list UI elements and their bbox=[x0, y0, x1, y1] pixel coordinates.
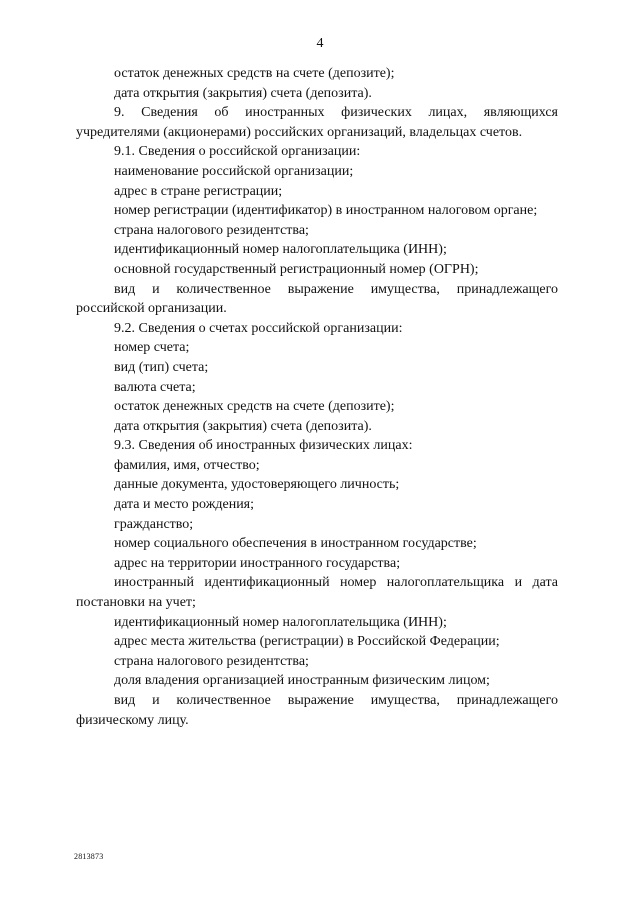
paragraph: наименование российской организации; bbox=[114, 163, 354, 179]
paragraph: адрес на территории иностранного государства; bbox=[114, 555, 401, 571]
paragraph: страна налогового резидентства; bbox=[114, 653, 309, 669]
paragraph: основной государственный регистрационный номер (ОГРН); bbox=[114, 261, 479, 277]
paragraph: фамилия, имя, отчество; bbox=[114, 457, 260, 473]
document-body bbox=[76, 64, 558, 730]
section-9-3-heading: 9.3. Сведения об иностранных физических лицах: bbox=[114, 438, 413, 454]
paragraph: дата открытия (закрытия) счета (депозита). bbox=[114, 418, 372, 434]
paragraph: идентификационный номер налогоплательщика (ИНН); bbox=[114, 242, 447, 258]
paragraph: данные документа, удостоверяющего личность; bbox=[114, 477, 400, 493]
paragraph: дата и место рождения; bbox=[114, 497, 255, 513]
paragraph: иностранный идентификационный номер налогоплательщика и дата постановки на учет; bbox=[76, 575, 558, 611]
paragraph: вид (тип) счета; bbox=[114, 359, 209, 375]
paragraph: доля владения организацией иностранным физическим лицом; bbox=[114, 673, 490, 689]
paragraph: номер регистрации (идентификатор) в иностранном налоговом органе; bbox=[114, 203, 538, 219]
paragraph: остаток денежных средств на счете (депозите); bbox=[114, 66, 395, 81]
paragraph: вид и количественное выражение имущества, принадлежащего физическому лицу. bbox=[76, 693, 558, 728]
paragraph: остаток денежных средств на счете (депозите); bbox=[114, 399, 395, 415]
document-code: 2813873 bbox=[74, 852, 104, 861]
paragraph: вид и количественное выражение имущества, принадлежащего российской организации. bbox=[76, 281, 558, 317]
paragraph: номер социального обеспечения в иностранном государстве; bbox=[114, 536, 477, 552]
paragraph: идентификационный номер налогоплательщика (ИНН); bbox=[114, 614, 447, 630]
paragraph: дата открытия (закрытия) счета (депозита). bbox=[114, 85, 372, 101]
section-9-2-heading: 9.2. Сведения о счетах российской организации: bbox=[114, 320, 403, 336]
section-9-1-heading: 9.1. Сведения о российской организации: bbox=[114, 144, 361, 160]
paragraph: адрес места жительства (регистрации) в Российской Федерации; bbox=[114, 634, 500, 650]
page-number: 4 bbox=[316, 36, 324, 51]
paragraph: страна налогового резидентства; bbox=[114, 222, 309, 238]
paragraph: адрес в стране регистрации; bbox=[114, 183, 283, 199]
paragraph: валюта счета; bbox=[114, 379, 196, 395]
section-9-heading: 9. Сведения об иностранных физических лицах, являющихся учредителями (акционерами) российских организаций, владельцах счетов. bbox=[76, 105, 558, 140]
paragraph: номер счета; bbox=[114, 340, 190, 356]
paragraph: гражданство; bbox=[114, 516, 194, 532]
